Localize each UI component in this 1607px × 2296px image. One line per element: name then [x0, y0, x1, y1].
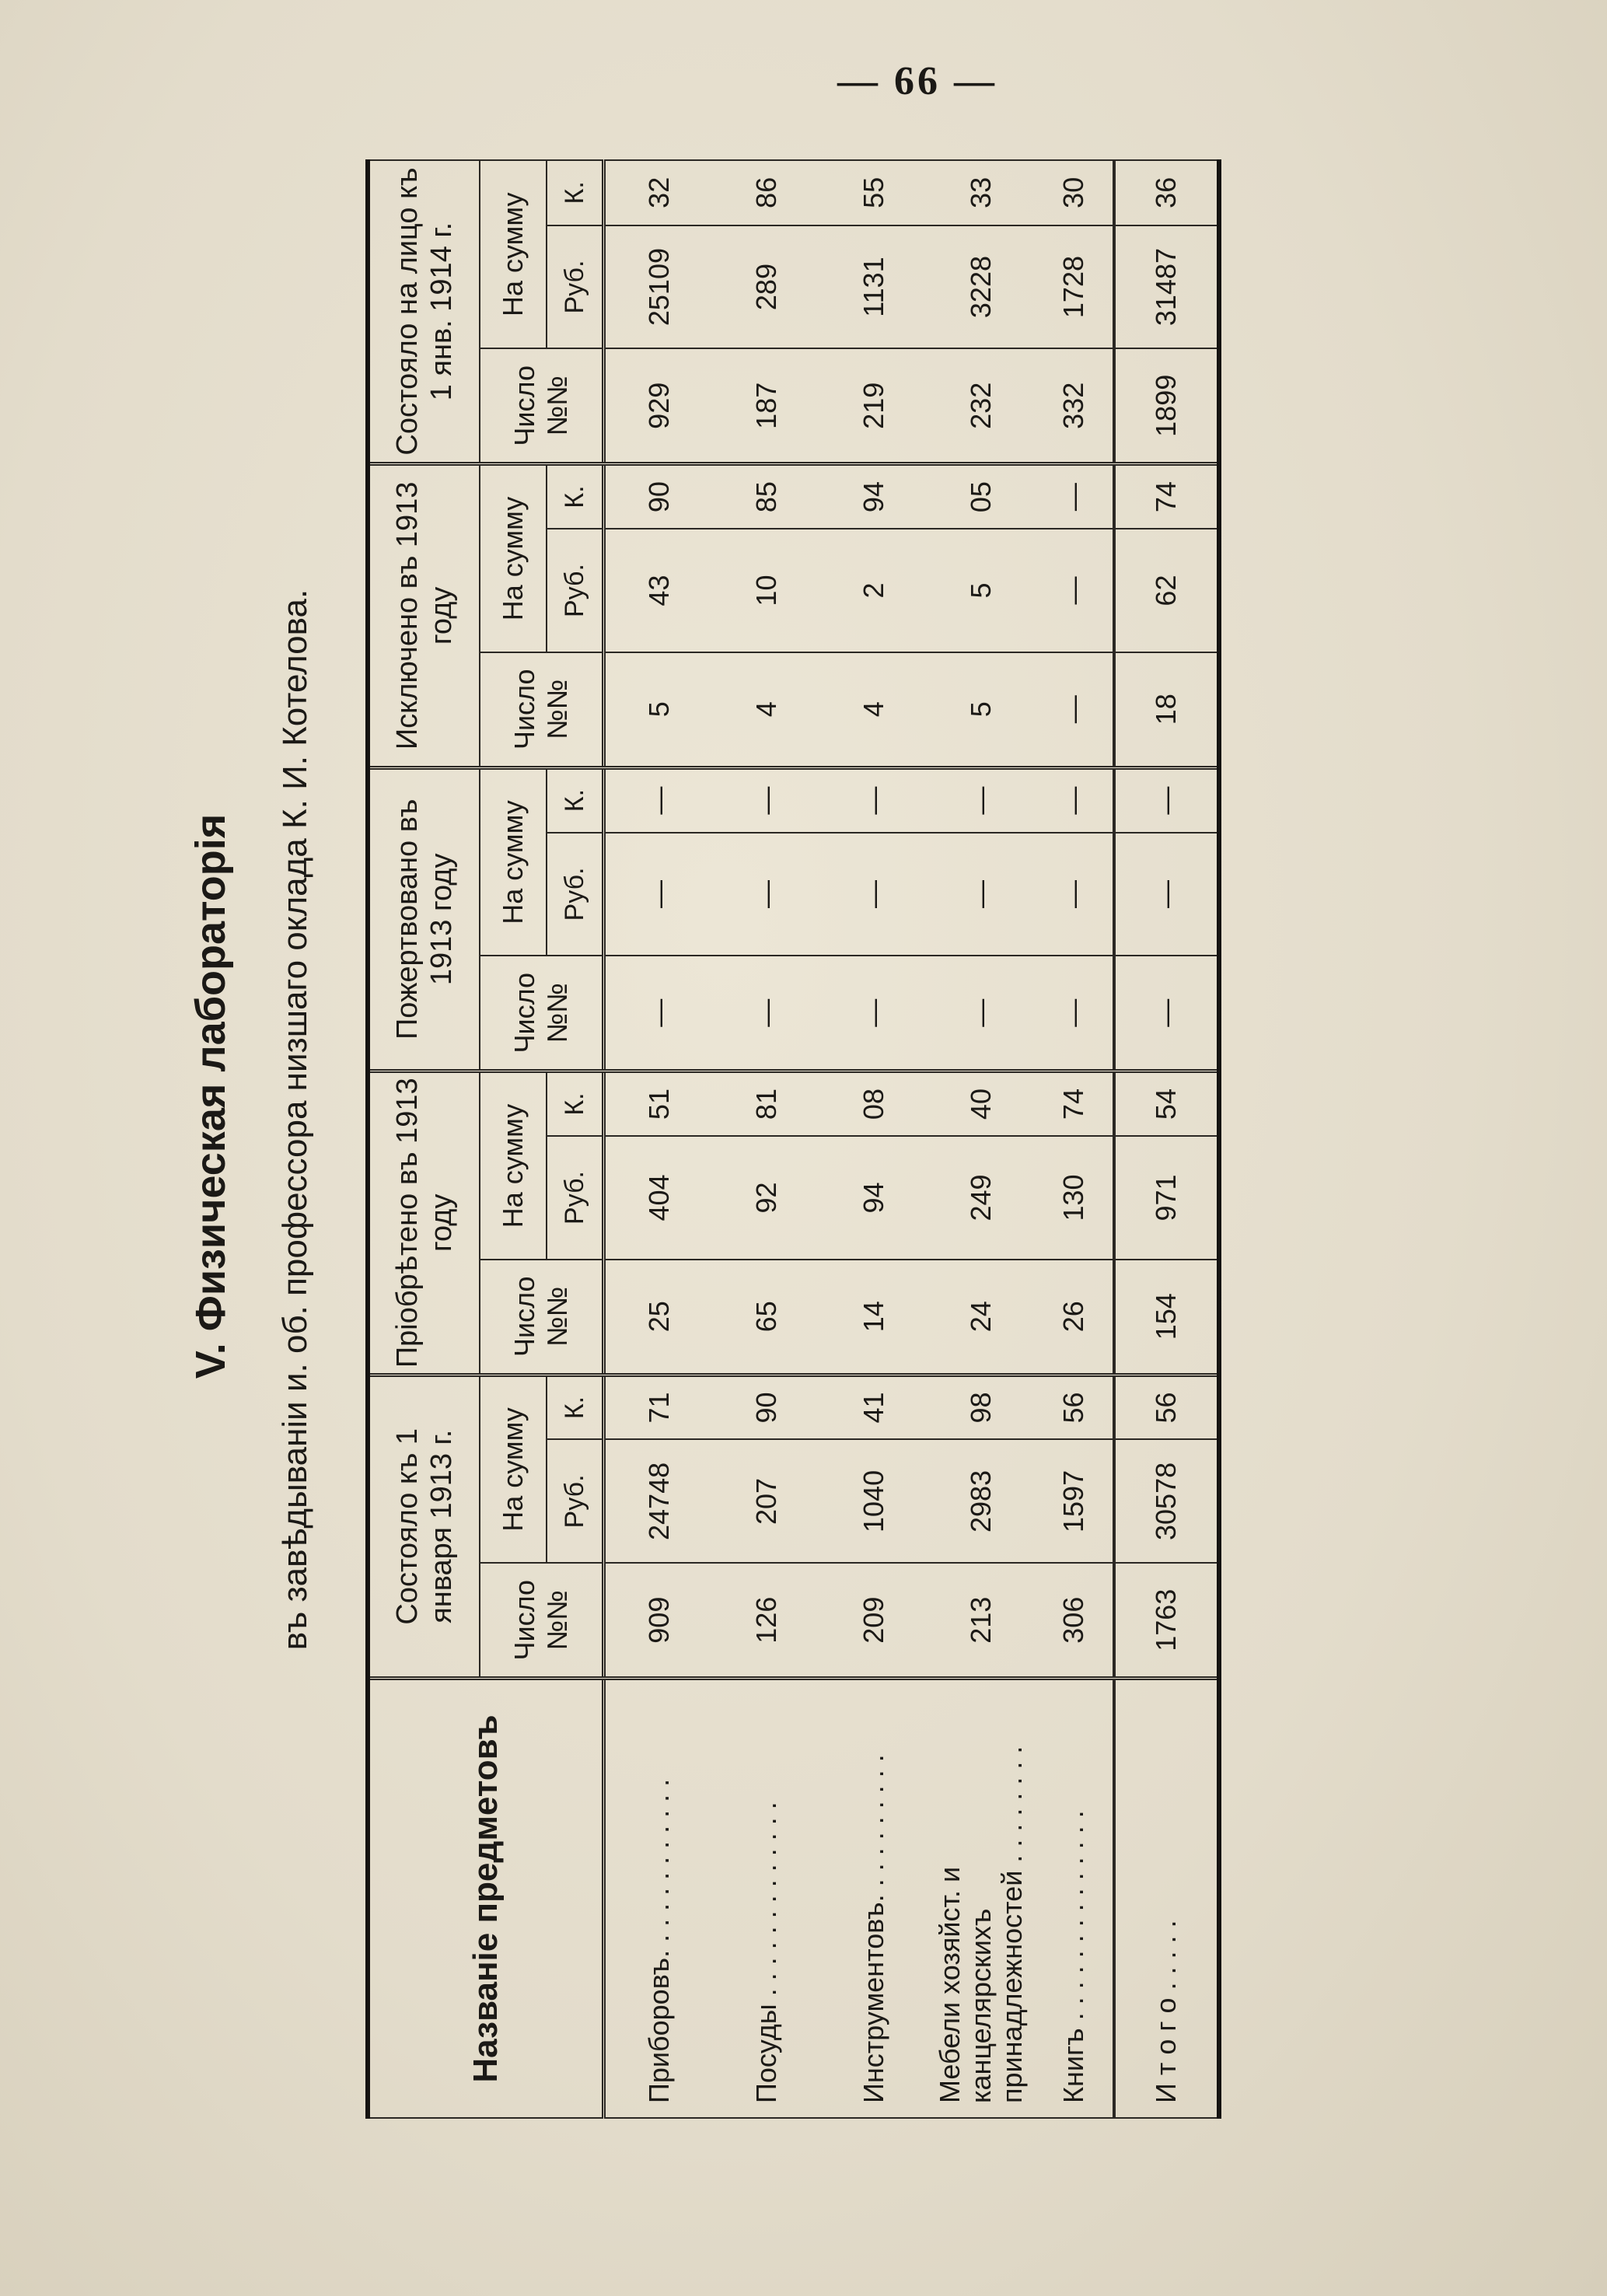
name-header: Названіе предметовъ: [368, 1678, 604, 2118]
cell: 909: [604, 1563, 714, 1678]
cell: —: [1035, 956, 1114, 1071]
group-header-start-1913: Состояло къ 1 января 1913 г.: [368, 1375, 480, 1678]
table-row: [820, 160, 928, 2118]
cell: 4: [820, 652, 928, 767]
cell: —: [604, 833, 714, 956]
cell: 32: [604, 160, 714, 225]
sum-header: На сумму: [480, 1071, 547, 1260]
cell: 94: [820, 1136, 928, 1260]
cell: —: [1035, 652, 1114, 767]
count-header: Число №№: [480, 1563, 604, 1678]
cell: 249: [928, 1136, 1035, 1260]
cell: 51: [604, 1071, 714, 1137]
cell: —: [713, 956, 820, 1071]
total-cell: 36: [1114, 160, 1219, 225]
group-header-acquired-1913: Пріобрѣтено въ 1913 году: [368, 1071, 480, 1375]
cell: 40: [928, 1071, 1035, 1137]
cell: 71: [604, 1375, 714, 1439]
total-cell: 56: [1114, 1375, 1219, 1439]
cell: 14: [820, 1260, 928, 1375]
total-cell: 1763: [1114, 1563, 1219, 1678]
row-label: Инструментовъ. . . . . . . . . .: [820, 1678, 928, 2118]
cell: 209: [820, 1563, 928, 1678]
table-body: [604, 160, 1220, 2118]
cell: 219: [820, 348, 928, 463]
rub-header: Руб.: [547, 833, 604, 956]
count-header: Число №№: [480, 956, 604, 1071]
rub-header: Руб.: [547, 1440, 604, 1564]
cell: 81: [713, 1071, 820, 1137]
section-title: V. Физическая лабораторія: [187, 813, 234, 1379]
cell: —: [1035, 833, 1114, 956]
total-cell: 971: [1114, 1136, 1219, 1260]
table-row: [604, 160, 714, 2118]
cell: —: [604, 767, 714, 832]
sum-header: На сумму: [480, 767, 547, 956]
table-row: [1035, 160, 1114, 2118]
sum-header: На сумму: [480, 464, 547, 652]
table-row: [928, 160, 1035, 2118]
cell: 05: [928, 464, 1035, 529]
cell: —: [928, 833, 1035, 956]
cell: 92: [713, 1136, 820, 1260]
sum-header: На сумму: [480, 160, 547, 348]
cell: 1597: [1035, 1440, 1114, 1564]
cell: 55: [820, 160, 928, 225]
cell: 4: [713, 652, 820, 767]
total-cell: —: [1114, 833, 1219, 956]
sum-header: На сумму: [480, 1375, 547, 1563]
kop-header: К.: [547, 160, 604, 225]
cell: —: [1035, 767, 1114, 832]
rub-header: Руб.: [547, 529, 604, 652]
cell: 2983: [928, 1440, 1035, 1564]
cell: 289: [713, 225, 820, 349]
cell: 2: [820, 529, 928, 652]
section-subtitle: въ завѣдываніи и. об. профессора низшаго оклада К. И. Котелова.: [276, 589, 314, 1651]
count-header: Число №№: [480, 348, 604, 463]
total-cell: 31487: [1114, 225, 1219, 349]
cell: 56: [1035, 1375, 1114, 1439]
cell: 1728: [1035, 225, 1114, 349]
cell: 1040: [820, 1440, 928, 1564]
cell: 5: [928, 652, 1035, 767]
cell: 90: [604, 464, 714, 529]
total-cell: 1899: [1114, 348, 1219, 463]
cell: 98: [928, 1375, 1035, 1439]
cell: 24: [928, 1260, 1035, 1375]
page-number: — 66 —: [837, 59, 997, 103]
cell: 86: [713, 160, 820, 225]
cell: —: [713, 833, 820, 956]
count-header: Число №№: [480, 652, 604, 767]
row-label: Мебели хозяйст. и канцелярскихъ принадлежностей . . . . . . . .: [928, 1678, 1035, 2118]
cell: —: [1035, 464, 1114, 529]
total-cell: 154: [1114, 1260, 1219, 1375]
cell: 41: [820, 1375, 928, 1439]
row-label: Приборовъ. . . . . . . . . . . .: [604, 1678, 714, 2118]
rub-header: Руб.: [547, 1136, 604, 1260]
kop-header: К.: [547, 464, 604, 529]
cell: —: [928, 767, 1035, 832]
kop-header: К.: [547, 767, 604, 832]
cell: —: [820, 833, 928, 956]
cell: 130: [1035, 1136, 1114, 1260]
cell: 90: [713, 1375, 820, 1439]
group-header-donated-1913: Пожертвовано въ 1913 году: [368, 767, 480, 1071]
cell: 5: [604, 652, 714, 767]
cell: 08: [820, 1071, 928, 1137]
kop-header: К.: [547, 1071, 604, 1137]
cell: —: [713, 767, 820, 832]
total-cell: 18: [1114, 652, 1219, 767]
total-cell: —: [1114, 956, 1219, 1071]
cell: 5: [928, 529, 1035, 652]
table-row: [713, 160, 820, 2118]
cell: 25109: [604, 225, 714, 349]
cell: 3228: [928, 225, 1035, 349]
count-header: Число №№: [480, 1260, 604, 1375]
cell: —: [820, 956, 928, 1071]
total-label: И т о г о . . . . .: [1114, 1678, 1219, 2118]
cell: 65: [713, 1260, 820, 1375]
total-cell: 54: [1114, 1071, 1219, 1137]
cell: 30: [1035, 160, 1114, 225]
cell: 404: [604, 1136, 714, 1260]
cell: 306: [1035, 1563, 1114, 1678]
cell: 33: [928, 160, 1035, 225]
group-header-excluded-1913: Исключено въ 1913 году: [368, 464, 480, 767]
row-label: Посуды . . . . . . . . . . . . .: [713, 1678, 820, 2118]
row-label: Книгъ . . . . . . . . . . . . . .: [1035, 1678, 1114, 2118]
cell: 85: [713, 464, 820, 529]
kop-header: К.: [547, 1375, 604, 1439]
cell: —: [928, 956, 1035, 1071]
total-cell: 30578: [1114, 1440, 1219, 1564]
cell: —: [604, 956, 714, 1071]
cell: 929: [604, 348, 714, 463]
cell: 187: [713, 348, 820, 463]
cell: 25: [604, 1260, 714, 1375]
cell: 74: [1035, 1071, 1114, 1137]
group-header-start-1914: Состояло на лицо къ 1 янв. 1914 г.: [368, 160, 480, 464]
cell: 232: [928, 348, 1035, 463]
cell: 207: [713, 1440, 820, 1564]
inventory-table: [365, 159, 1221, 2119]
total-cell: 74: [1114, 464, 1219, 529]
cell: 126: [713, 1563, 820, 1678]
total-cell: 62: [1114, 529, 1219, 652]
cell: 10: [713, 529, 820, 652]
total-cell: —: [1114, 767, 1219, 832]
rub-header: Руб.: [547, 225, 604, 349]
cell: —: [820, 767, 928, 832]
cell: 1131: [820, 225, 928, 349]
cell: 213: [928, 1563, 1035, 1678]
cell: 24748: [604, 1440, 714, 1564]
cell: 332: [1035, 348, 1114, 463]
cell: —: [1035, 529, 1114, 652]
cell: 43: [604, 529, 714, 652]
cell: 26: [1035, 1260, 1114, 1375]
total-row: [1114, 160, 1219, 2118]
cell: 94: [820, 464, 928, 529]
